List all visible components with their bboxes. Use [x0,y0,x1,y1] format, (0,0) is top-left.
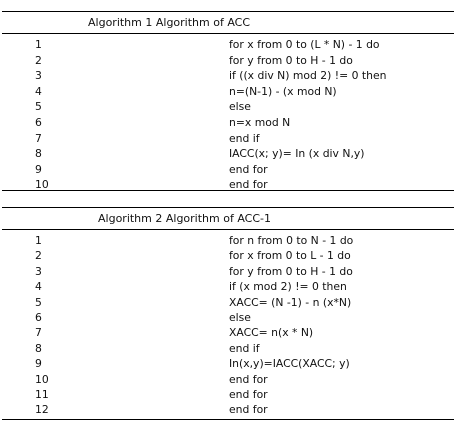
algorithm-2-line [2,356,454,371]
line-number: 7 [35,326,42,340]
line-number: 4 [35,280,42,294]
algorithm-1-line [2,53,454,69]
algorithm-1-table [2,11,454,191]
line-code: XACC= (N -1) - n (x*N) [229,295,352,309]
algorithm-2-line [2,341,454,356]
line-code: end for [229,403,268,417]
line-code: if ((x div N) mod 2) != 0 then [229,69,387,83]
line-code: n=x mod N [229,115,291,129]
algorithm-2-line [2,402,454,417]
algorithm-2-line [2,233,454,248]
line-number: 9 [35,162,42,176]
line-code: for x from 0 to L - 1 do [229,249,351,263]
line-code: In(x,y)=IACC(XACC; y) [229,357,350,371]
algorithm-1-title: Algorithm 1 Algorithm of ACC [2,12,454,34]
line-number: 6 [35,115,42,129]
algorithm-1-line [2,37,454,53]
line-number: 1 [35,234,42,247]
line-code: end for [229,372,268,386]
line-code: else [229,100,251,114]
algorithm-1-line [2,99,454,115]
line-number: 8 [35,341,42,355]
line-code: end if [229,341,260,355]
line-number: 10 [35,372,49,386]
line-code: for n from 0 to N - 1 do [229,234,354,247]
line-number: 1 [35,38,42,51]
line-code: IACC(x; y)= In (x div N,y) [229,147,365,161]
line-number: 4 [35,84,42,98]
line-number: 5 [35,100,42,114]
line-code: for y from 0 to H - 1 do [229,264,353,278]
line-code: for y from 0 to H - 1 do [229,53,353,67]
line-code: end for [229,162,268,176]
line-code: for x from 0 to (L * N) - 1 do [229,38,380,51]
algorithm-2-body [2,230,454,418]
line-code: end for [229,387,268,401]
algorithm-1-line [2,115,454,131]
line-number: 7 [35,131,42,145]
line-number: 9 [35,357,42,371]
line-number: 3 [35,69,42,83]
algorithm-1-line [2,131,454,147]
line-code: end if [229,131,260,145]
algorithm-2-line [2,279,454,294]
algorithm-2-title: Algorithm 2 Algorithm of ACC-1 [2,208,454,230]
algorithm-1-line [2,162,454,178]
line-number: 2 [35,53,42,67]
algorithm-2-table [2,207,454,420]
algorithm-2-line [2,295,454,310]
line-number: 2 [35,249,42,263]
algorithm-2-line [2,372,454,387]
line-code: else [229,310,251,324]
line-number: 6 [35,310,42,324]
line-number: 12 [35,403,49,417]
line-code: if (x mod 2) != 0 then [229,280,347,294]
line-number: 8 [35,147,42,161]
algorithm-1-line [2,177,454,193]
algorithm-1-line [2,146,454,162]
algorithm-2-line [2,310,454,325]
algorithm-2-line [2,264,454,279]
line-code: n=(N-1) - (x mod N) [229,84,337,98]
algorithm-1-line [2,84,454,100]
line-number: 3 [35,264,42,278]
line-code: XACC= n(x * N) [229,326,314,340]
algorithm-2-line [2,248,454,263]
line-number: 10 [35,178,49,192]
line-number: 5 [35,295,42,309]
algorithm-2-line [2,325,454,340]
line-number: 11 [35,387,49,401]
algorithm-2-line [2,387,454,402]
algorithm-1-body [2,34,454,193]
algorithm-1-line [2,68,454,84]
line-code: end for [229,178,268,192]
